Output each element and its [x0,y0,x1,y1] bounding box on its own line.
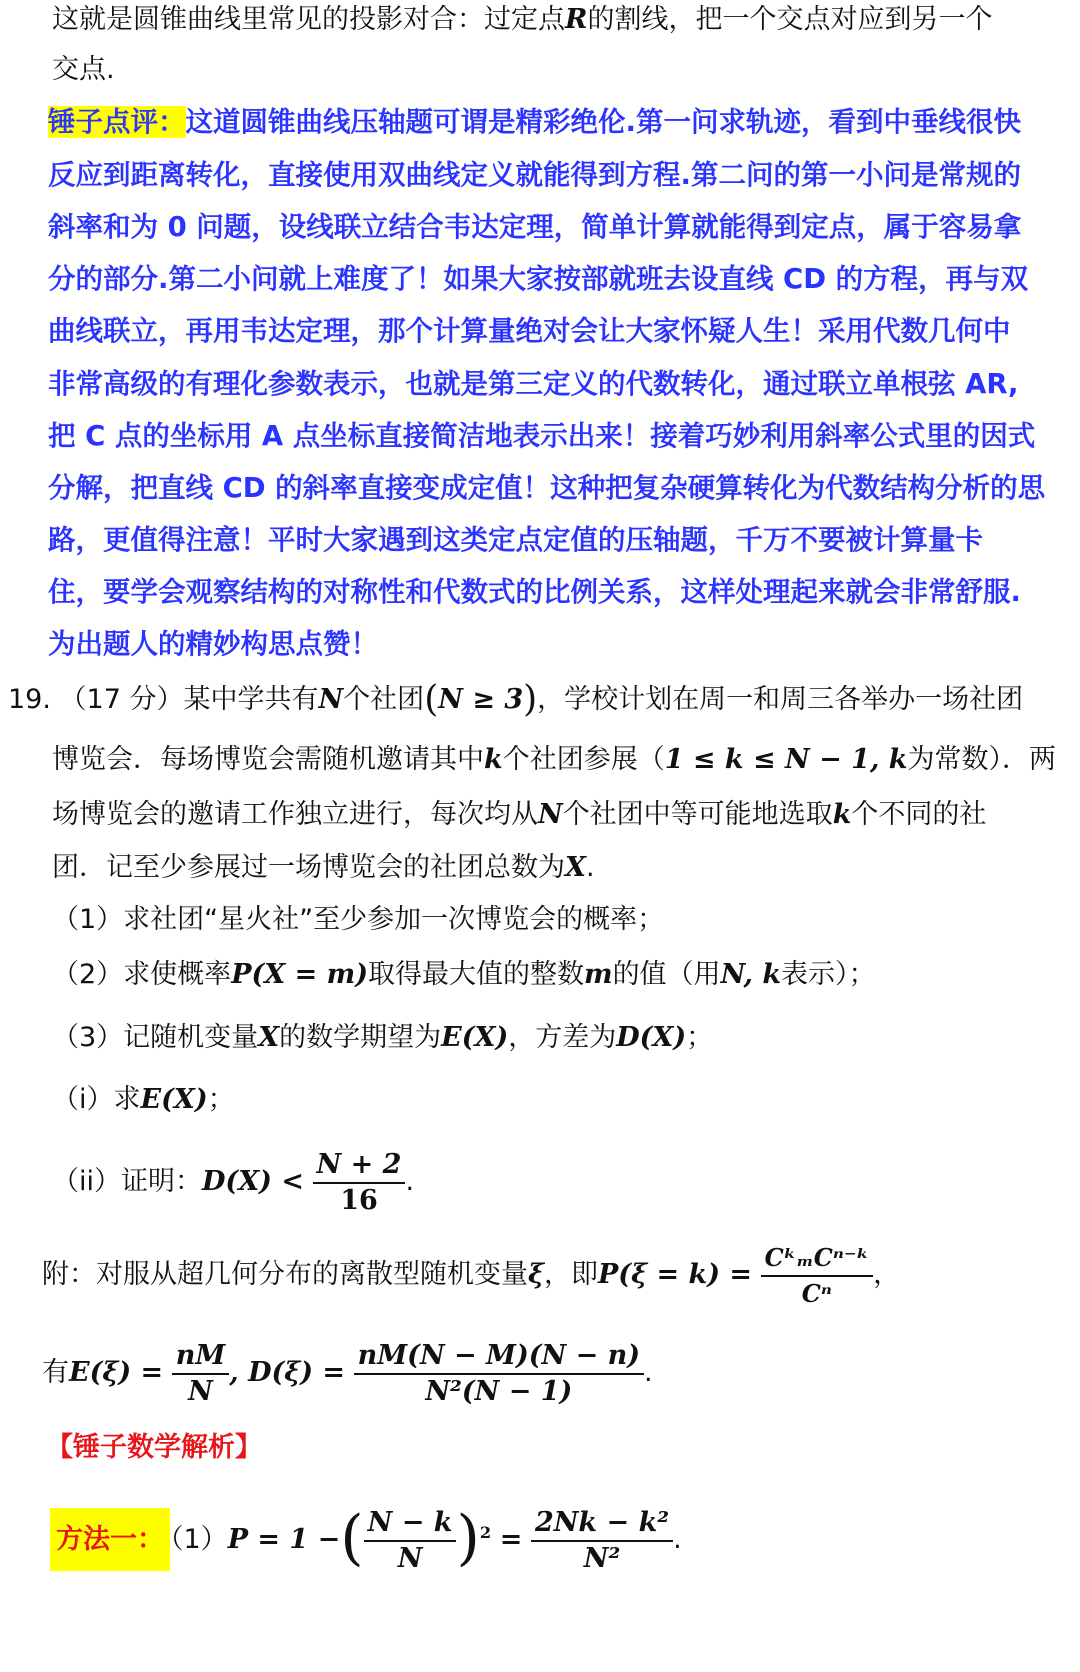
comment-label: 锤子点评： [48,106,186,138]
problem-text: 个社团参展（ [502,744,665,775]
var-xi: ξ [528,1259,544,1290]
expect-xi: E(ξ) = [69,1357,164,1388]
point-R: R [565,4,588,35]
question-3 [52,1018,713,1058]
variance-ineq: D(X) < [202,1166,304,1197]
question-text: （i）求 [52,1084,141,1115]
question-text: （1）求社团“星火社”至少参加一次博览会的概率； [52,904,665,935]
comment-text: 分解，把直线 CD 的斜率直接变成定值！这种把复杂硬算转化为代数结构分析的思 [48,472,1046,504]
intro-line-2 [52,50,115,90]
problem-text: 个不同的社 [851,799,987,830]
fraction-num: N + 2 [313,1148,406,1184]
exponent-2: 2 [479,1523,492,1542]
comment-text: 曲线联立，再用韦达定理，那个计算量绝对会让大家怀疑人生！采用代数几何中 [48,315,1011,347]
question-text: ； [686,1022,714,1053]
variance-xi: , D(ξ) = [229,1357,346,1388]
variance-fraction [354,1339,644,1409]
problem-line-3 [52,795,986,835]
var-m: m [583,959,613,990]
hypergeo-num: CᵏₘCⁿ⁻ᵏ [761,1241,873,1277]
analysis-title [46,1428,262,1468]
appendix-text: 附：对服从超几何分布的离散型随机变量 [42,1259,528,1290]
comment-text: 反应到距离转化，直接使用双曲线定义就能得到方程.第二问的第一小问是常规的 [48,159,1021,191]
result-num: 2Nk − k² [531,1506,673,1542]
comment-line-1 [48,102,1021,142]
intro-text-2: 的割线，把一个交点对应到另一个 [587,4,993,35]
comment-text: 为出题人的精妙构思点赞！ [48,628,378,660]
problem-text: 个社团 [343,684,425,715]
expect-den: N [188,1375,213,1407]
expect-expr: E(X) [441,1022,509,1053]
analysis-method-1 [50,1488,682,1585]
comment-text: 住，要学会观察结构的对称性和代数式的比例关系，这样处理起来就会非常舒服. [48,576,1021,608]
comment-text: 分的部分.第二小问就上难度了！如果大家按部就班去设直线 CD 的方程，再与双 [48,263,1029,295]
var-X: X [258,1022,280,1053]
ratio-fraction [364,1506,457,1576]
problem-text: 博览会．每场博览会需随机邀请其中 [52,744,484,775]
problem-number: 19. [8,684,51,715]
comment-text: 路，更值得注意！平时大家遇到这类定点定值的压轴题，千万不要被计算量卡 [48,524,983,556]
hypergeo-den: Cⁿ [801,1278,832,1308]
paren-close: ) [523,679,538,720]
problem-line-2 [52,740,1056,780]
question-3ii [52,1142,414,1222]
variance-den: N²(N − 1) [425,1375,573,1407]
expect-expr: E(X) [140,1084,208,1115]
condition-k: 1 ≤ k ≤ N − 1, k [664,744,908,775]
problem-text: 场博览会的邀请工作独立进行，每次均从 [52,799,538,830]
var-N: N [318,684,344,715]
comment-line-2 [48,155,1021,195]
ratio-num: N − k [364,1506,457,1542]
problem-line-4 [52,848,595,888]
comment-line-11 [48,624,378,664]
punct: . [644,1357,653,1388]
question-text: （ii）证明： [52,1166,203,1197]
comment-line-10 [48,572,1021,612]
appendix-text: ，即 [544,1259,598,1290]
variance-num: nM(N − M)(N − n) [354,1339,644,1375]
variance-expr: D(X) [616,1022,687,1053]
comment-line-8 [48,468,1045,508]
fraction-bound [313,1148,406,1218]
appendix-line-1 [42,1235,900,1315]
condition-N: N ≥ 3 [438,684,524,715]
punct: . [673,1524,682,1555]
problem-text: 团．记至少参展过一场博览会的社团总数为 [52,852,565,883]
problem-line-1 [8,680,1023,720]
intro-text-3: 交点. [52,54,115,85]
analysis-heading: 【锤子数学解析】 [46,1432,262,1463]
var-k: k [484,744,503,775]
problem-text: （17 分）某中学共有 [59,684,319,715]
problem-text: 为常数）．两 [907,744,1056,775]
paren-open: ( [340,1503,364,1573]
comment-text: 非常高级的有理化参数表示，也就是第三定义的代数转化，通过联立单根弦 AR, [48,368,1019,400]
question-3i [52,1080,235,1120]
method-label: 方法一： [50,1508,170,1571]
comment-line-9 [48,520,983,560]
prob-expr: P(X = m) [231,959,368,990]
question-2 [52,955,876,995]
question-1 [52,900,664,940]
comment-text: 把 C 点的坐标用 A 点坐标直接简洁地表示出来！接着巧妙利用斜率公式里的因式 [48,420,1036,452]
prob-P: P = 1 − [227,1524,341,1555]
fraction-den: 16 [340,1184,378,1216]
var-N: N [538,799,563,830]
punct: . [405,1166,415,1197]
problem-text: . [585,852,595,883]
question-text: （2）求使概率 [52,959,232,990]
var-Nk: N, k [720,959,782,990]
appendix-line-2 [42,1328,653,1418]
question-text: （3）记随机变量 [52,1022,259,1053]
question-text: 表示）； [781,959,876,990]
hypergeo-fraction [761,1241,873,1311]
appendix-text: ， [873,1259,901,1290]
comment-line-4 [48,259,1028,299]
comment-line-6 [48,364,1019,404]
expect-num: nM [172,1339,230,1375]
expect-fraction [172,1339,230,1409]
result-fraction [531,1506,673,1576]
question-text: ，方差为 [508,1022,617,1053]
paren-open: ( [424,679,439,720]
comment-line-5 [48,311,1011,351]
question-text: 的数学期望为 [279,1022,442,1053]
question-text: 的值（用 [612,959,721,990]
step-label: （1） [170,1524,228,1555]
result-den: N² [583,1542,621,1574]
problem-text: ，学校计划在周一和周三各举办一场社团 [537,684,1024,715]
question-text: ； [207,1084,235,1115]
intro-line-1 [52,0,992,40]
paren-close: ) [456,1503,480,1573]
question-text: 取得最大值的整数 [367,959,584,990]
comment-text: 斜率和为 0 问题，设线联立结合韦达定理，简单计算就能得到定点，属于容易拿 [48,211,1022,243]
ratio-den: N [397,1542,423,1574]
var-k: k [832,799,852,830]
intro-text: 这就是圆锥曲线里常见的投影对合：过定点 [52,4,565,35]
comment-line-3 [48,207,1021,247]
hypergeo-expr: P(ξ = k) = [598,1259,752,1290]
equals: = [499,1524,523,1555]
comment-line-7 [48,416,1035,456]
appendix-text: 有 [42,1357,69,1388]
var-X: X [565,852,586,883]
comment-text: 这道圆锥曲线压轴题可谓是精彩绝伦.第一问求轨迹，看到中垂线很快 [185,106,1021,138]
problem-text: 个社团中等可能地选取 [562,799,833,830]
